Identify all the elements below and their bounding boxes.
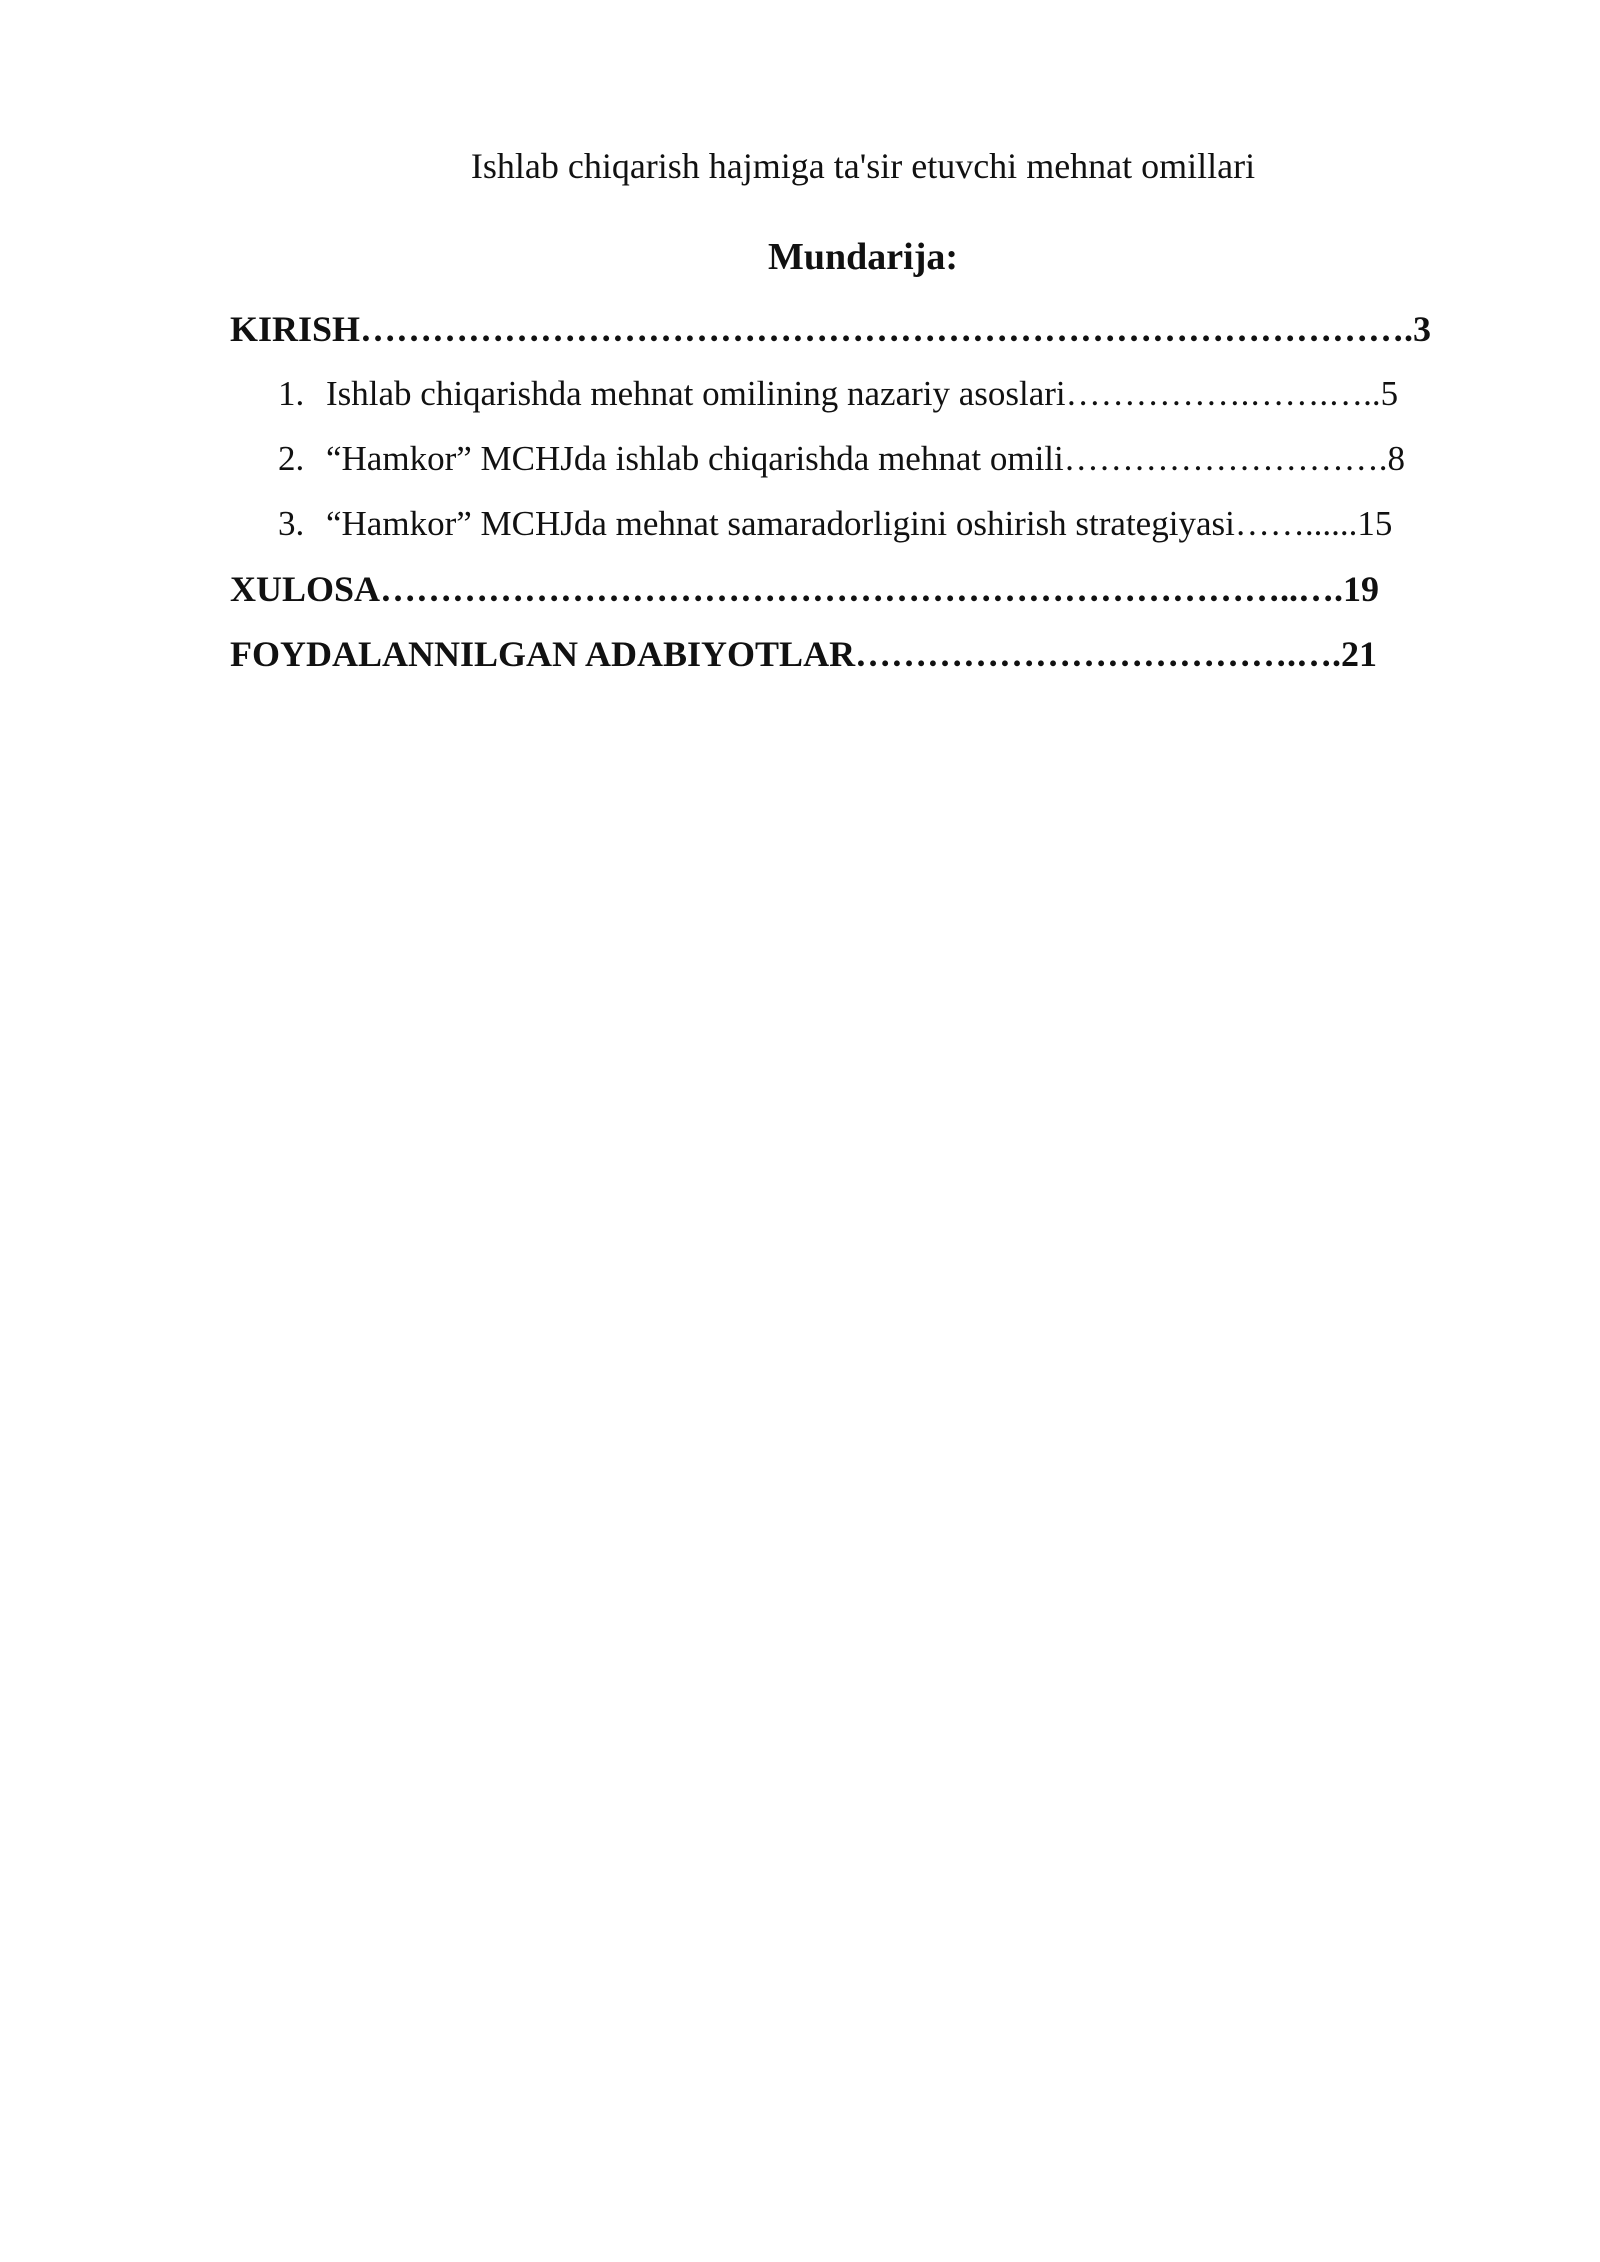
- toc-entry-text: XULOSA…………………………………………………………………..….19: [230, 569, 1380, 609]
- toc-entry-xulosa: [230, 571, 1379, 607]
- document-title: Ishlab chiqarish hajmiga ta'sir etuvchi mehnat omillari: [470, 146, 1256, 186]
- toc-entry-text: “Hamkor” MCHJda mehnat samaradorligini oshirish strategiyasi……......15: [326, 504, 1393, 543]
- toc-entry-number: 1.: [278, 374, 305, 413]
- toc-entry-text: KIRISH…………………………………………………………………………….3: [230, 309, 1432, 349]
- toc-entry-number: 2.: [278, 439, 305, 478]
- toc-entry-kirish: [230, 311, 1431, 347]
- toc-entry-text: “Hamkor” MCHJda ishlab chiqarishda mehnat omili……………………….8: [326, 439, 1406, 478]
- toc-entry-adabiyotlar: [230, 636, 1377, 672]
- toc-heading: Mundarija:: [768, 236, 958, 278]
- toc-entry-2: [278, 441, 1405, 476]
- toc-entry-3: [278, 506, 1392, 541]
- toc-entry-text: FOYDALANNILGAN ADABIYOTLAR……………………………….….21: [230, 634, 1378, 674]
- toc-entry-1: [278, 376, 1398, 411]
- toc-entry-number: 3.: [278, 504, 305, 543]
- toc-entry-text: Ishlab chiqarishda mehnat omilining nazariy asoslari…………….…….…..5: [326, 374, 1399, 413]
